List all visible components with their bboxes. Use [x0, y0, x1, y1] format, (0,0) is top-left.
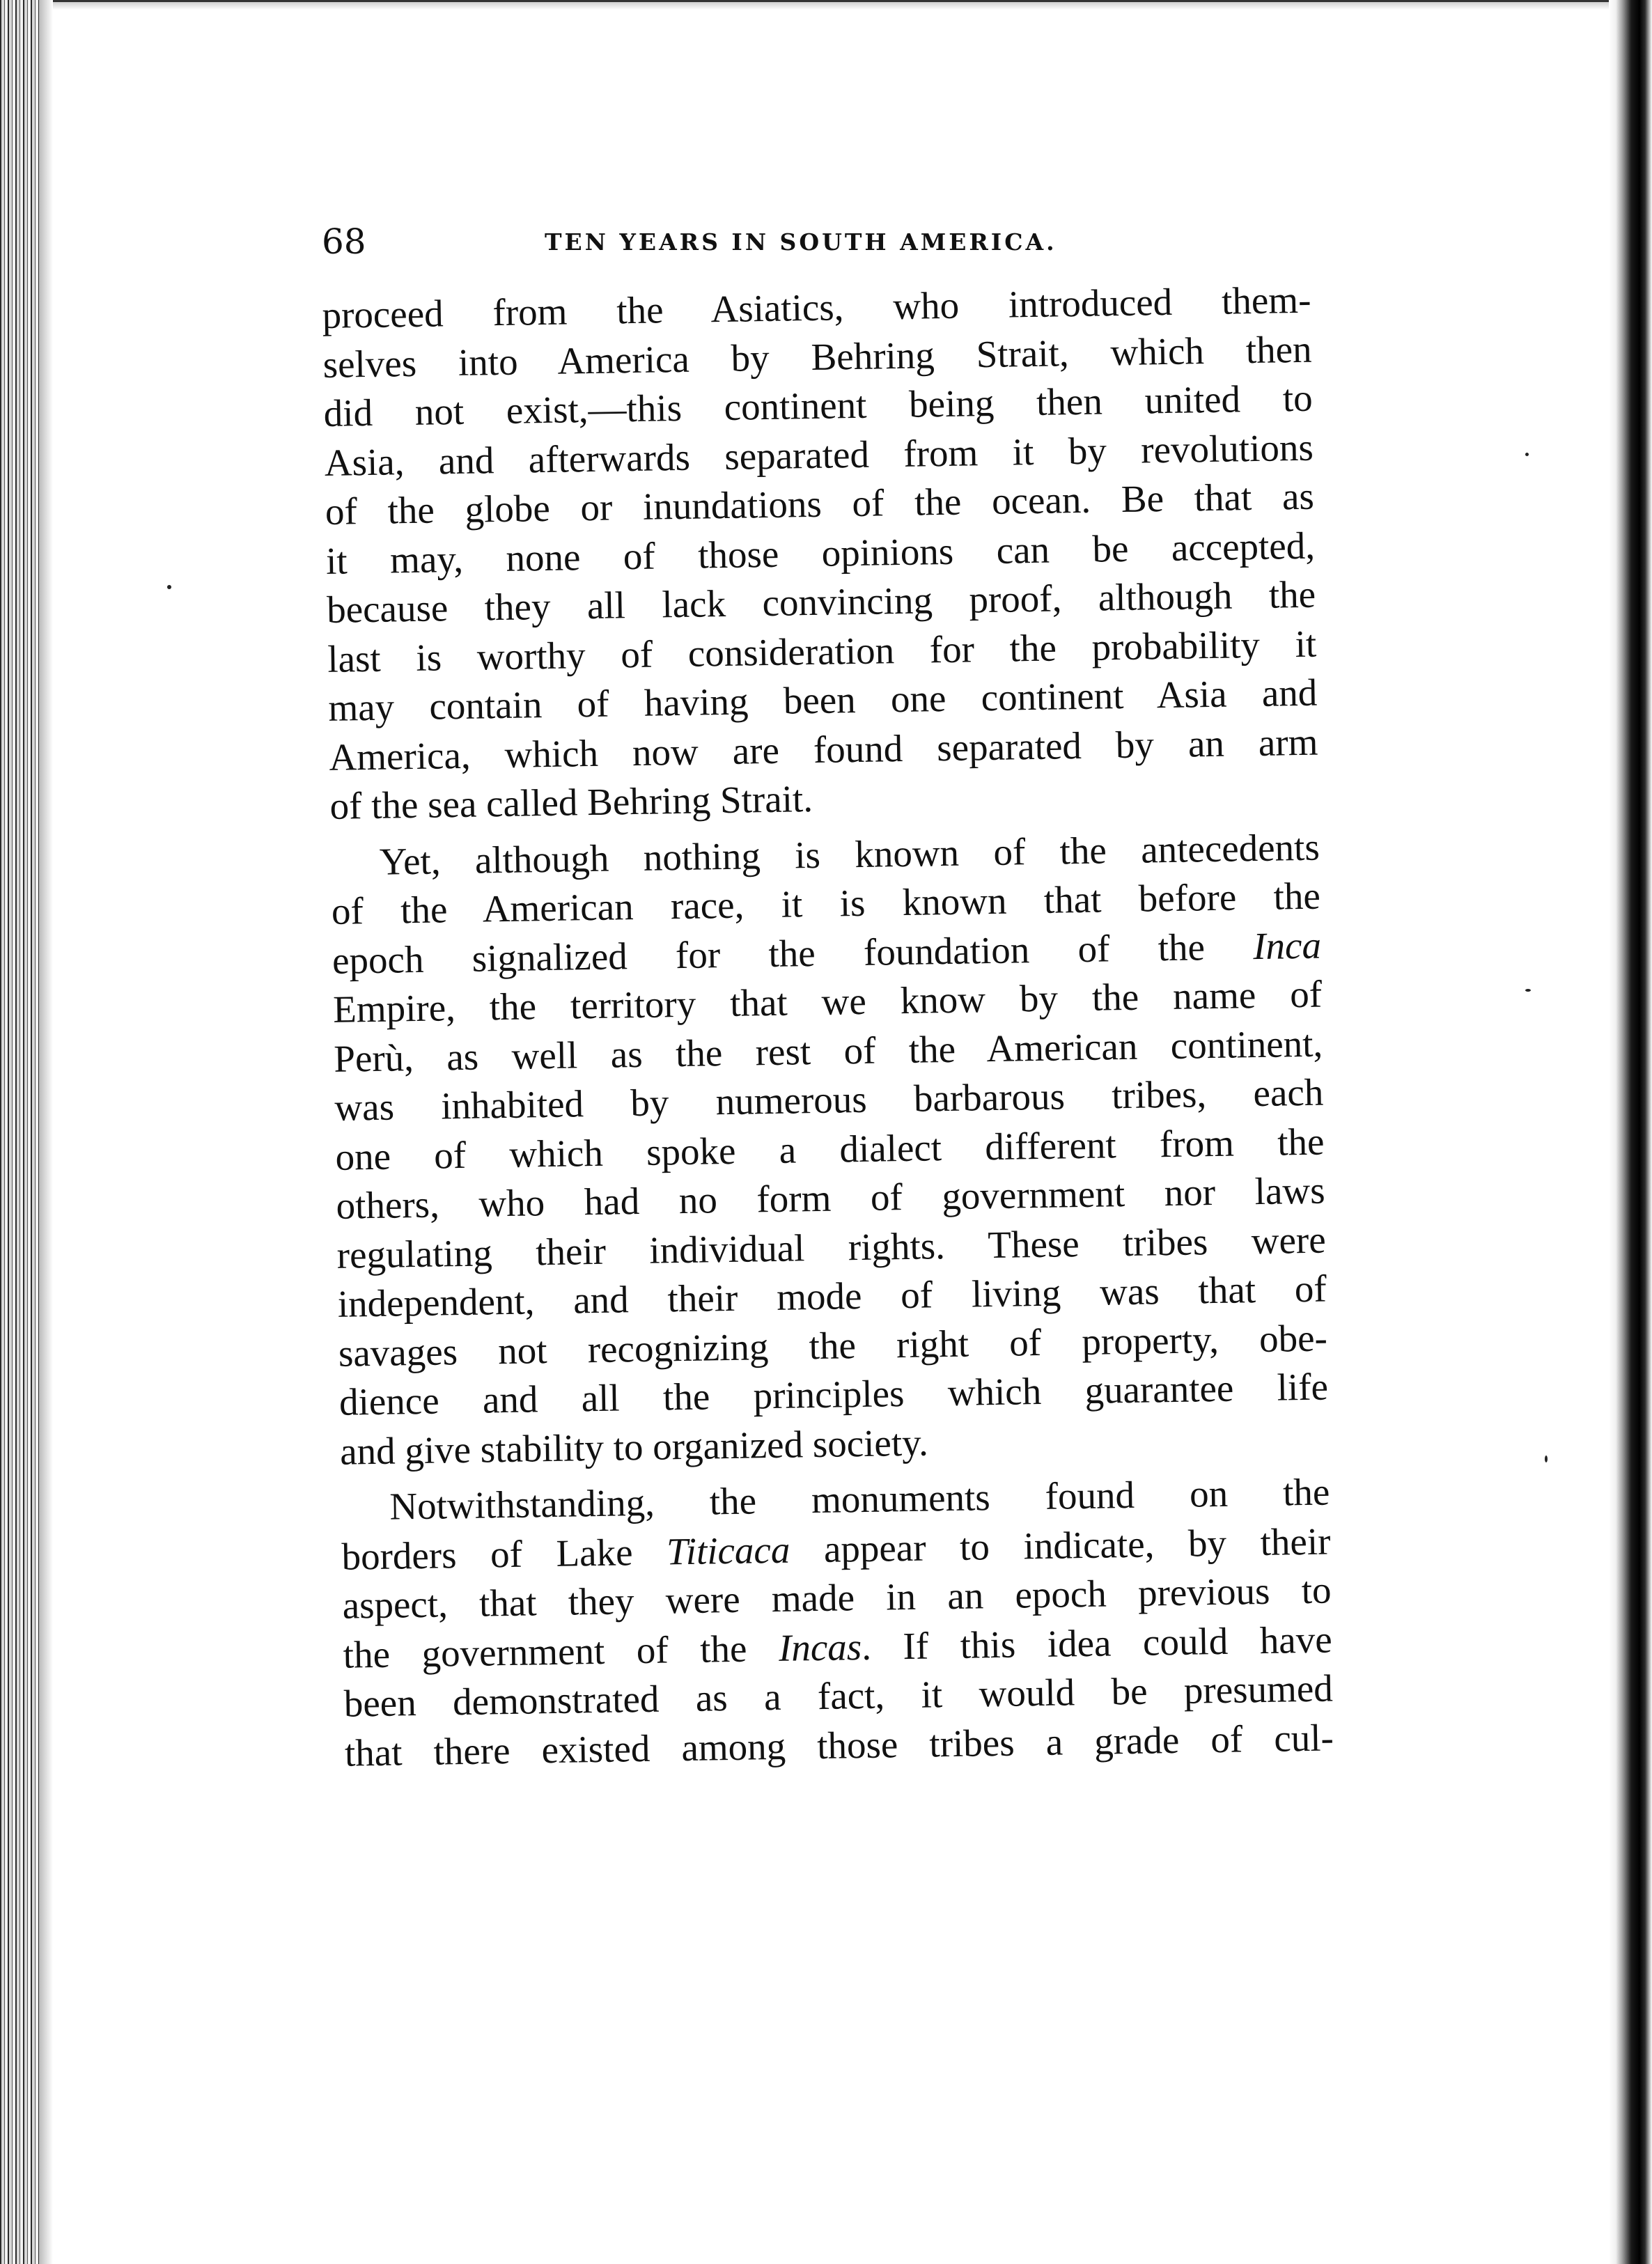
text-line: Perù, as well as the rest of the American continent,: [333, 1022, 1323, 1080]
text-line: of the globe or inundations of the ocean. Be that as: [325, 474, 1315, 533]
text-line: last is worthy of consideration for the probability it: [327, 622, 1317, 680]
running-head: [322, 221, 1311, 277]
page-top-edge: [0, 0, 1652, 10]
scan-speck: [1525, 989, 1531, 992]
text-line: it may, none of those opinions can be accepted,: [325, 524, 1316, 582]
text-line: Empire, the territory that we know by the name of: [332, 972, 1323, 1031]
italic-word-titicaca: Titicaca: [666, 1528, 790, 1572]
text-line: proceed from the Asiatics, who introduced them-: [322, 278, 1311, 336]
text-line: independent, and their mode of living was that of: [337, 1267, 1327, 1325]
italic-word-inca: Inca: [1252, 923, 1322, 967]
paragraph-2: [330, 822, 1329, 1476]
text-line: dience and all the principles which guarantee life: [338, 1365, 1329, 1423]
text-line: Yet, although nothing is known of the antecedents: [379, 825, 1320, 883]
scan-speck: [1545, 1455, 1548, 1462]
text-line: and give stability to organized society.: [339, 1421, 929, 1473]
text-line: others, who had no form of government nor laws: [336, 1169, 1325, 1227]
paragraph-3: [341, 1467, 1334, 1777]
text-line: Asia, and afterwards separated from it by revolutions: [324, 426, 1314, 484]
text-line: one of which spoke a dialect different from the: [335, 1120, 1325, 1178]
scan-speck: [167, 585, 171, 589]
text-segment: the government of the: [343, 1626, 779, 1676]
page-number: 68: [322, 221, 366, 262]
text-line: regulating their individual rights. These tribes were: [336, 1218, 1327, 1277]
text-line: because they all lack convincing proof, although the: [326, 572, 1316, 631]
text-line: did not exist,—this continent being then united to: [323, 376, 1314, 435]
text-line: savages not recognizing the right of property, obe-: [338, 1316, 1328, 1375]
text-line: that there existed among those tribes a grade of cul-: [344, 1715, 1334, 1774]
text-line: of the American race, it is known that before the: [331, 874, 1321, 932]
book-spine-gutter: [1609, 0, 1652, 2264]
text-line: aspect, that they were made in an epoch previous to: [342, 1568, 1332, 1627]
text-segment: borders of Lake: [341, 1529, 667, 1578]
scan-speck: [1525, 453, 1529, 456]
binding-shadow: [39, 0, 53, 2264]
text-line: been demonstrated as a fact, it would be presumed: [343, 1666, 1334, 1725]
text-line: was inhabited by numerous barbarous tribes, each: [334, 1070, 1324, 1129]
text-line: may contain of having been one continent Asia and: [327, 671, 1318, 729]
italic-word-incas: Incas: [778, 1625, 862, 1669]
text-segment: appear to indicate, by their: [789, 1519, 1331, 1571]
body-text: [322, 276, 1334, 1778]
text-line: America, which now are found separated by an arm: [329, 720, 1318, 779]
text-segment: epoch signalized for the foundation of the: [332, 924, 1254, 982]
page-binding-edge: [0, 0, 39, 2264]
running-title: TEN YEARS IN SOUTH AMERICA.: [545, 228, 1057, 256]
text-segment: . If this idea could have: [861, 1617, 1333, 1668]
paragraph-1: [322, 276, 1319, 832]
text-line: of the sea called Behring Strait.: [329, 777, 813, 827]
text-line: selves into America by Behring Strait, which then: [322, 327, 1312, 386]
text-line: Notwithstanding, the monuments found on the: [389, 1470, 1330, 1528]
